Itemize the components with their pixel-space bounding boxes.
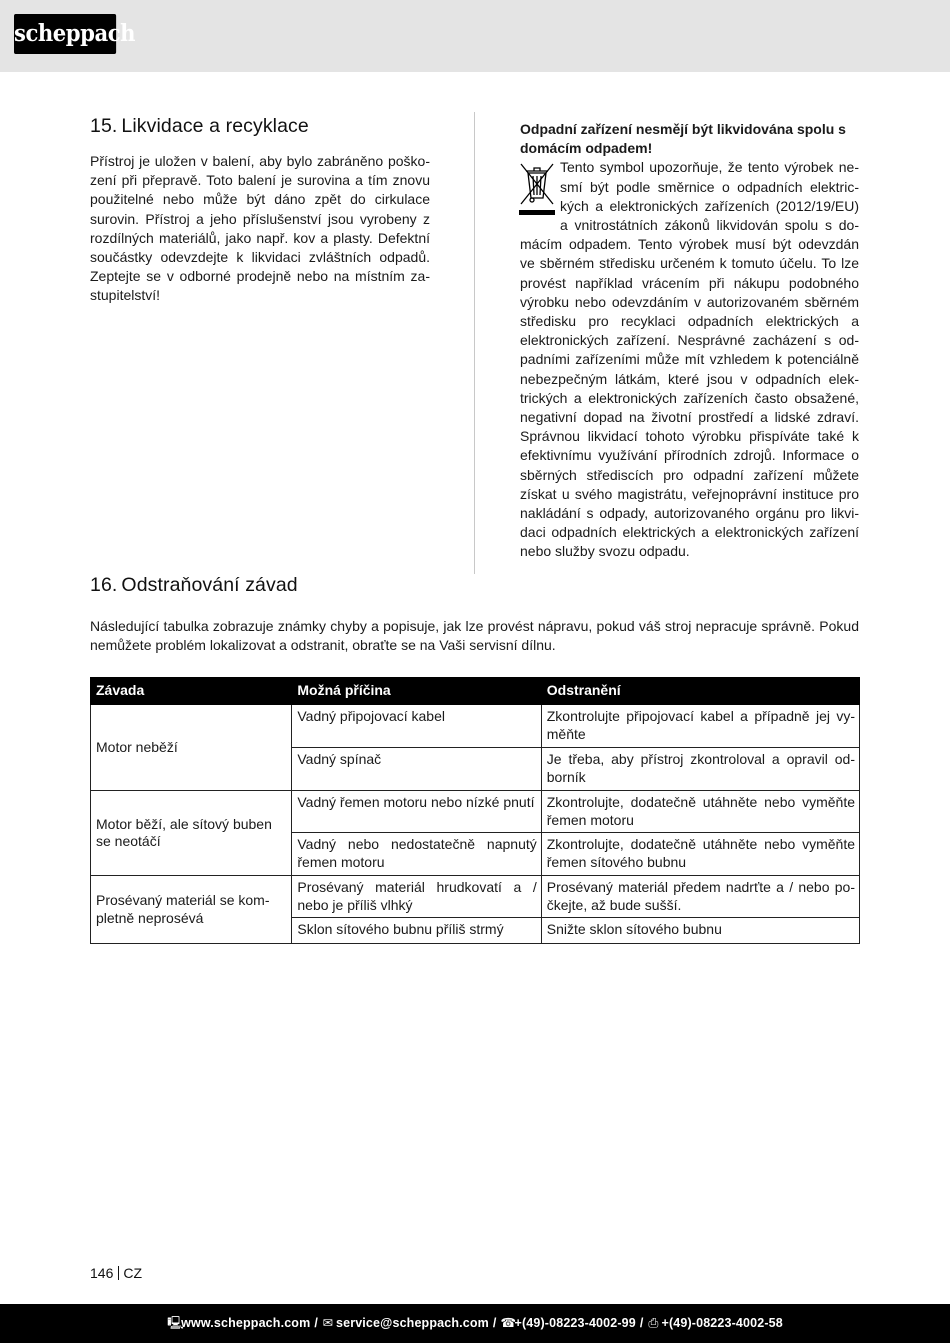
cause-cell: Prosévaný materiál hrudkovatí a / nebo je příliš vlhký [292,876,541,918]
remedy-cell: Snižte sklon sítového bubnu [541,918,859,944]
table-row [91,791,860,833]
page-number-value: 146 [90,1265,114,1281]
remedy-cell: Zkontrolujte, dodatečně utáhněte nebo vyměňte řemen sítového bubnu [541,833,859,876]
column-divider [474,112,475,574]
fault-cell: Motor běží, ale sítový buben se neotáčí [91,791,292,876]
footer-separator: / [639,1316,644,1330]
cause-cell: Sklon sítového bubnu příliš strmý [292,918,541,944]
footer-bar [0,1304,950,1343]
remedy-cell: Je třeba, aby přístroj zkontroloval a opravil odborník [541,748,859,791]
section-16-heading [90,574,298,597]
footer-fax: +(49)-08223-4002-58 [661,1316,783,1330]
section-16-title: Odstraňování závad [121,574,298,596]
envelope-icon: ✉ [322,1316,334,1330]
section-15-title: Likvidace a recyklace [121,115,309,137]
crossed-out-wheelie-bin-icon [518,160,556,216]
footer-email[interactable]: service@scheppach.com [335,1316,489,1330]
fault-cell: Motor neběží [91,705,292,791]
column-header-fault: Závada [91,678,292,705]
disposal-paragraph: Přístroj je uložen v balení, aby bylo zabráněno poškození při přepravě. Toto balení je surovina a tím znovu použitelné nebo může být dáno zpět do cirkulace surovin. Přístroj a jeho příslušenství jsou vyrobeny z rozdílných materiálů, jako např. kov a plasty. Defektní součástky odevzdejte k likvidaci zvláštních odpadů. Zeptejte se v odborné prodejně nebo na místním zastupitelství! [90,153,430,304]
footer-phone: +(49)-08223-4002-99 [514,1316,636,1330]
scheppach-logo: scheppach [14,14,116,54]
section-15-heading [90,115,309,138]
fault-cell: Prosévaný materiál se kompletně neprosévá [91,876,292,944]
cause-cell: Vadný připojovací kabel [292,705,541,748]
telephone-icon: ☎ [500,1316,517,1330]
troubleshooting-table [90,677,860,944]
column-header-remedy: Odstranění [541,678,859,705]
table-row [91,876,860,918]
table-header-row [91,678,860,705]
remedy-cell: Prosévaný materiál předem nadrťte a / nebo počkejte, až bude sušší. [541,876,859,918]
computer-icon: 🖳 [167,1316,184,1330]
cause-cell: Vadný spínač [292,748,541,791]
section-15-number: 15. [90,115,118,137]
footer-separator: / [314,1316,318,1330]
cause-cell: Vadný nebo nedostatečně napnutý řemen motoru [292,833,541,876]
cause-cell: Vadný řemen motoru nebo nízké pnutí [292,791,541,833]
footer-website[interactable]: www.scheppach.com [181,1316,311,1330]
remedy-cell: Zkontrolujte, dodatečně utáhněte nebo vyměňte řemen motoru [541,791,859,833]
fax-icon: ⎙ [648,1316,659,1330]
column-header-cause: Možná příčina [292,678,541,705]
weee-text: Tento symbol upozorňuje, že tento výrobek nesmí být podle směrnice o odpadních elektrických a elektronických zařízeních (2012/19/EU) a vnitrostátních zákonů likvidován spolu s domácím odpadem. Tento výrobek musí být odevzdán ve sběrném středisku určeném k tomuto účelu. To lze provést například vrácením při nákupu podobného výrobku nebo odevzdáním v autorizovaném sběrném středisku pro recyklaci odpadních elektrických a elektronických zařízení. Nesprávné zacházení s odpadními zařízeními může mít vzhledem k potenciálně nebezpečným látkám, které jsou v odpadních elektrických a elektronických zařízeních často obsažené, negativní dopad na životní prostředí a lidské zdraví. Správnou likvidací tohoto výrobku přispíváte také k efektivnímu využívání přírodních zdrojů. Informace o sběrných střediscích pro odpadní zařízení můžete získat u svého magistrátu, veřejnoprávní instituce pro nakládání s odpady, autorizovaného orgánu pro likvidaci odpadních elektrických a elektronických zařízení nebo služby svozu odpadu. [520,159,859,560]
weee-notice [520,120,859,562]
page-number-separator [118,1266,119,1280]
header-bar [0,0,950,72]
footer-separator: / [492,1316,497,1330]
weee-heading: Odpadní zařízení nesmějí být likvidována spolu s domácím odpadem! [520,121,846,157]
page-language: CZ [123,1265,143,1281]
troubleshooting-intro: Následující tabulka zobrazuje známky chyby a popisuje, jak lze provést nápravu, pokud váš stroj nepracuje správně. Pokud nemůžete problém lokalizovat a odstranit, obraťte se na Vaši servisní dílnu. [90,618,859,654]
remedy-cell: Zkontrolujte připojovací kabel a případně jej vyměňte [541,705,859,748]
section-16-number: 16. [90,574,118,596]
table-row [91,705,860,748]
page-number [90,1265,142,1281]
